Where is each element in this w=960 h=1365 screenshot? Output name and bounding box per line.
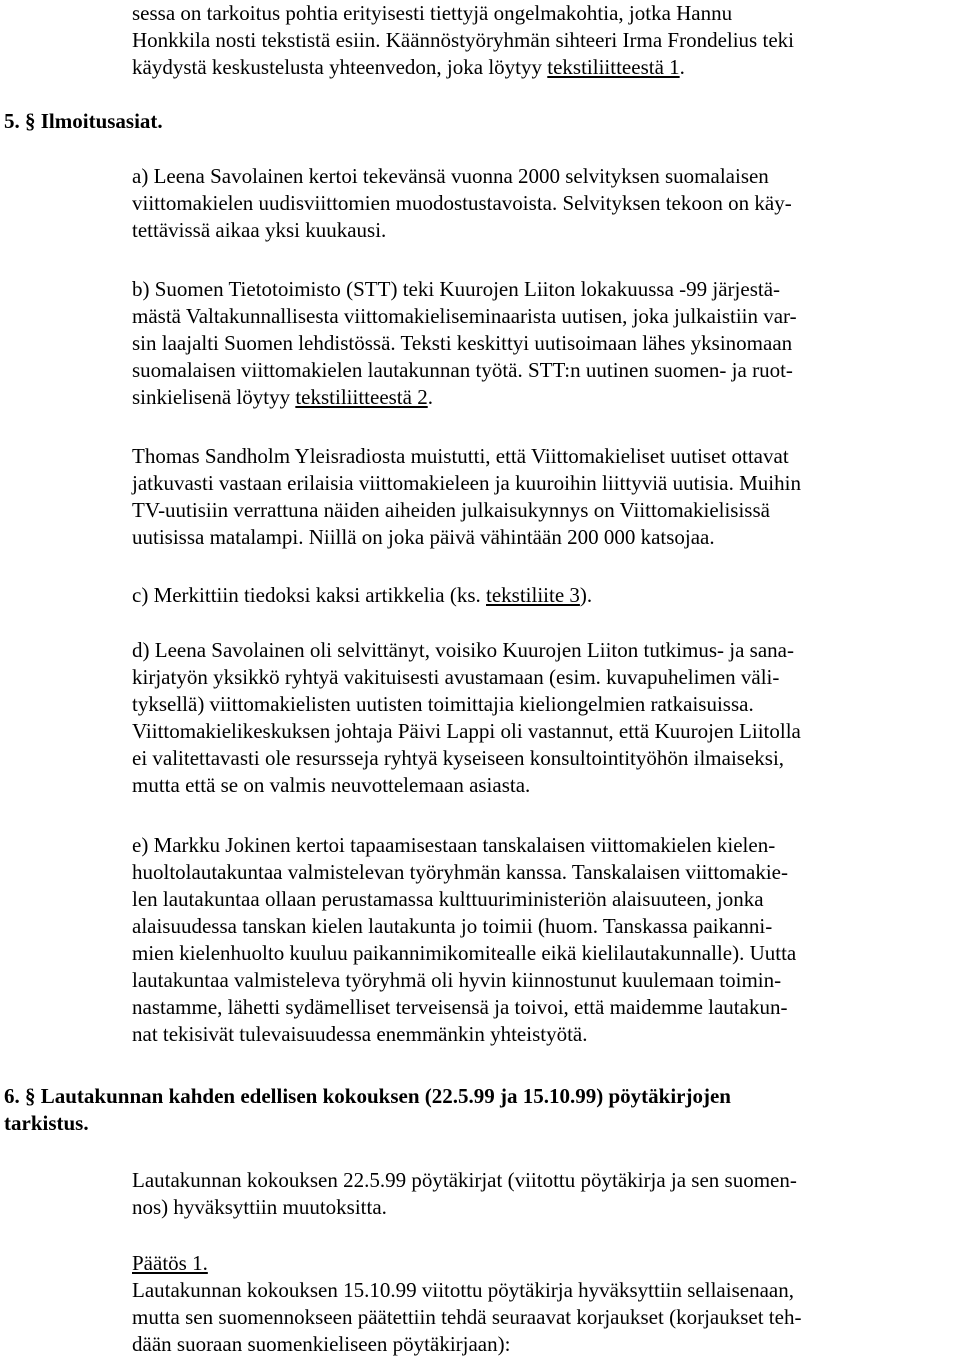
paragraph-b [132,276,954,411]
text-line: jatkuvasti vastaan erilaisia viittomakieleen ja kuuroihin liittyviä uutisia. Muihin [132,471,801,495]
text-line: lautakuntaa valmisteleva työryhmä oli hyvin kiinnostunut kuulemaan toimin- [132,968,782,992]
paragraph-minutes-22-5 [132,1167,954,1221]
decision-label: Päätös 1. [132,1251,208,1275]
paragraph-a [132,163,954,244]
heading-line: tarkistus. [4,1111,89,1135]
text-line: b) Suomen Tietotoimisto (STT) teki Kuurojen Liiton lokakuussa -99 järjestä- [132,277,781,301]
text-line: ei valitettavasti ole resursseja ryhtyä kyseiseen konsultointityöhön ilmaiseksi, [132,746,785,770]
text-line: dään suoraan suomenkieliseen pöytäkirjaan): [132,1332,511,1356]
text-line: suomalaisen viittomakielen lautakunnan työtä. STT:n uutinen suomen- ja ruot- [132,358,793,382]
text-span: . [679,55,685,79]
text-line: sessa on tarkoitus pohtia erityisesti tiettyjä ongelmakohtia, jotka Hannu [132,1,733,25]
intro-paragraph [132,0,954,81]
paragraph-thomas [132,443,954,551]
text-line [132,384,954,411]
text-span: käydystä keskustelusta yhteenvedon, joka löytyy [132,55,548,79]
paragraph-c [132,582,954,609]
heading-line: 6. § Lautakunnan kahden edellisen kokouksen (22.5.99 ja 15.10.99) pöytäkirjojen [4,1084,731,1108]
text-line: a) Leena Savolainen kertoi tekevänsä vuonna 2000 selvityksen suomalaisen [132,164,769,188]
text-line [132,54,954,81]
text-line: mien kielenhuolto kuuluu paikannimikomitealle eikä kielilautakunnalle). Uutta [132,941,797,965]
text-line: Lautakunnan kokouksen 15.10.99 viitottu pöytäkirja hyväksyttiin sellaisenaan, [132,1278,794,1302]
text-line: nos) hyväksyttiin muutoksitta. [132,1195,387,1219]
text-line: alaisuudessa tanskan kielen lautakunta jo toimii (huom. Tanskassa paikanni- [132,914,773,938]
text-line: mästä Valtakunnallisesta viittomakieliseminaarista uutisen, joka julkaistiin var- [132,304,797,328]
decision-block [132,1250,954,1358]
paragraph-d [132,637,954,799]
text-line: uutisissa matalampi. Niillä on joka päivä vähintään 200 000 katsojaa. [132,525,715,549]
text-line: mutta sen suomennokseen päätettiin tehdä seuraavat korjaukset (korjaukset teh- [132,1305,802,1329]
text-span: . [427,385,433,409]
link-tekstiliite-3[interactable]: tekstiliite 3 [486,583,580,607]
text-line: Viittomakielikeskuksen johtaja Päivi Lappi oli vastannut, että Kuurojen Liitolla [132,719,801,743]
text-span: c) Merkittiin tiedoksi kaksi artikkelia (ks. [132,583,487,607]
text-line: TV-uutisiin verrattuna näiden aiheiden julkaisukynnys on Viittomakielisissä [132,498,770,522]
text-line: viittomakielen uudisviittomien muodostustavoista. Selvityksen tekoon on käy- [132,191,792,215]
text-line: e) Markku Jokinen kertoi tapaamisestaan tanskalaisen viittomakielen kielen- [132,833,776,857]
text-line: tettävissä aikaa yksi kuukausi. [132,218,387,242]
paragraph-e [132,832,954,1048]
text-line: len lautakuntaa ollaan perustamassa kulttuuriministeriön alaisuuteen, jonka [132,887,764,911]
text-line: Lautakunnan kokouksen 22.5.99 pöytäkirjat (viitottu pöytäkirja ja sen suomen- [132,1168,797,1192]
text-line [132,582,954,609]
section-5-heading: 5. § Ilmoitusasiat. [4,109,163,133]
text-line: nastamme, lähetti sydämelliset terveisensä ja toivoi, että maidemme lautakun- [132,995,788,1019]
text-span: ). [579,583,593,607]
text-line: Thomas Sandholm Yleisradiosta muistutti, että Viittomakieliset uutiset ottavat [132,444,789,468]
text-line: sin laajalti Suomen lehdistössä. Teksti keskittyi uutisoimaan lähes yksinomaan [132,331,793,355]
text-line: huoltolautakuntaa valmistelevan työryhmän kanssa. Tanskalaisen viittomakie- [132,860,788,884]
section-6-heading [4,1083,731,1137]
text-line: mutta että se on valmis neuvottelemaan asiasta. [132,773,531,797]
text-line: Honkkila nosti tekstistä esiin. Käännöstyöryhmän sihteeri Irma Frondelius teki [132,28,794,52]
text-line: nat tekisivät tulevaisuudessa enemmänkin yhteistyötä. [132,1022,588,1046]
text-line: tyksellä) viittomakielisten uutisten toimittajia kieliongelmien ratkaisuissa. [132,692,754,716]
text-line: kirjatyön yksikkö ryhtyä vakituisesti avustamaan (esim. kuvapuhelimen väli- [132,665,780,689]
link-tekstiliite-1[interactable]: tekstiliitteestä 1 [547,55,680,79]
text-span: sinkielisenä löytyy [132,385,296,409]
text-line: d) Leena Savolainen oli selvittänyt, voisiko Kuurojen Liiton tutkimus- ja sana- [132,638,794,662]
link-tekstiliite-2[interactable]: tekstiliitteestä 2 [295,385,428,409]
